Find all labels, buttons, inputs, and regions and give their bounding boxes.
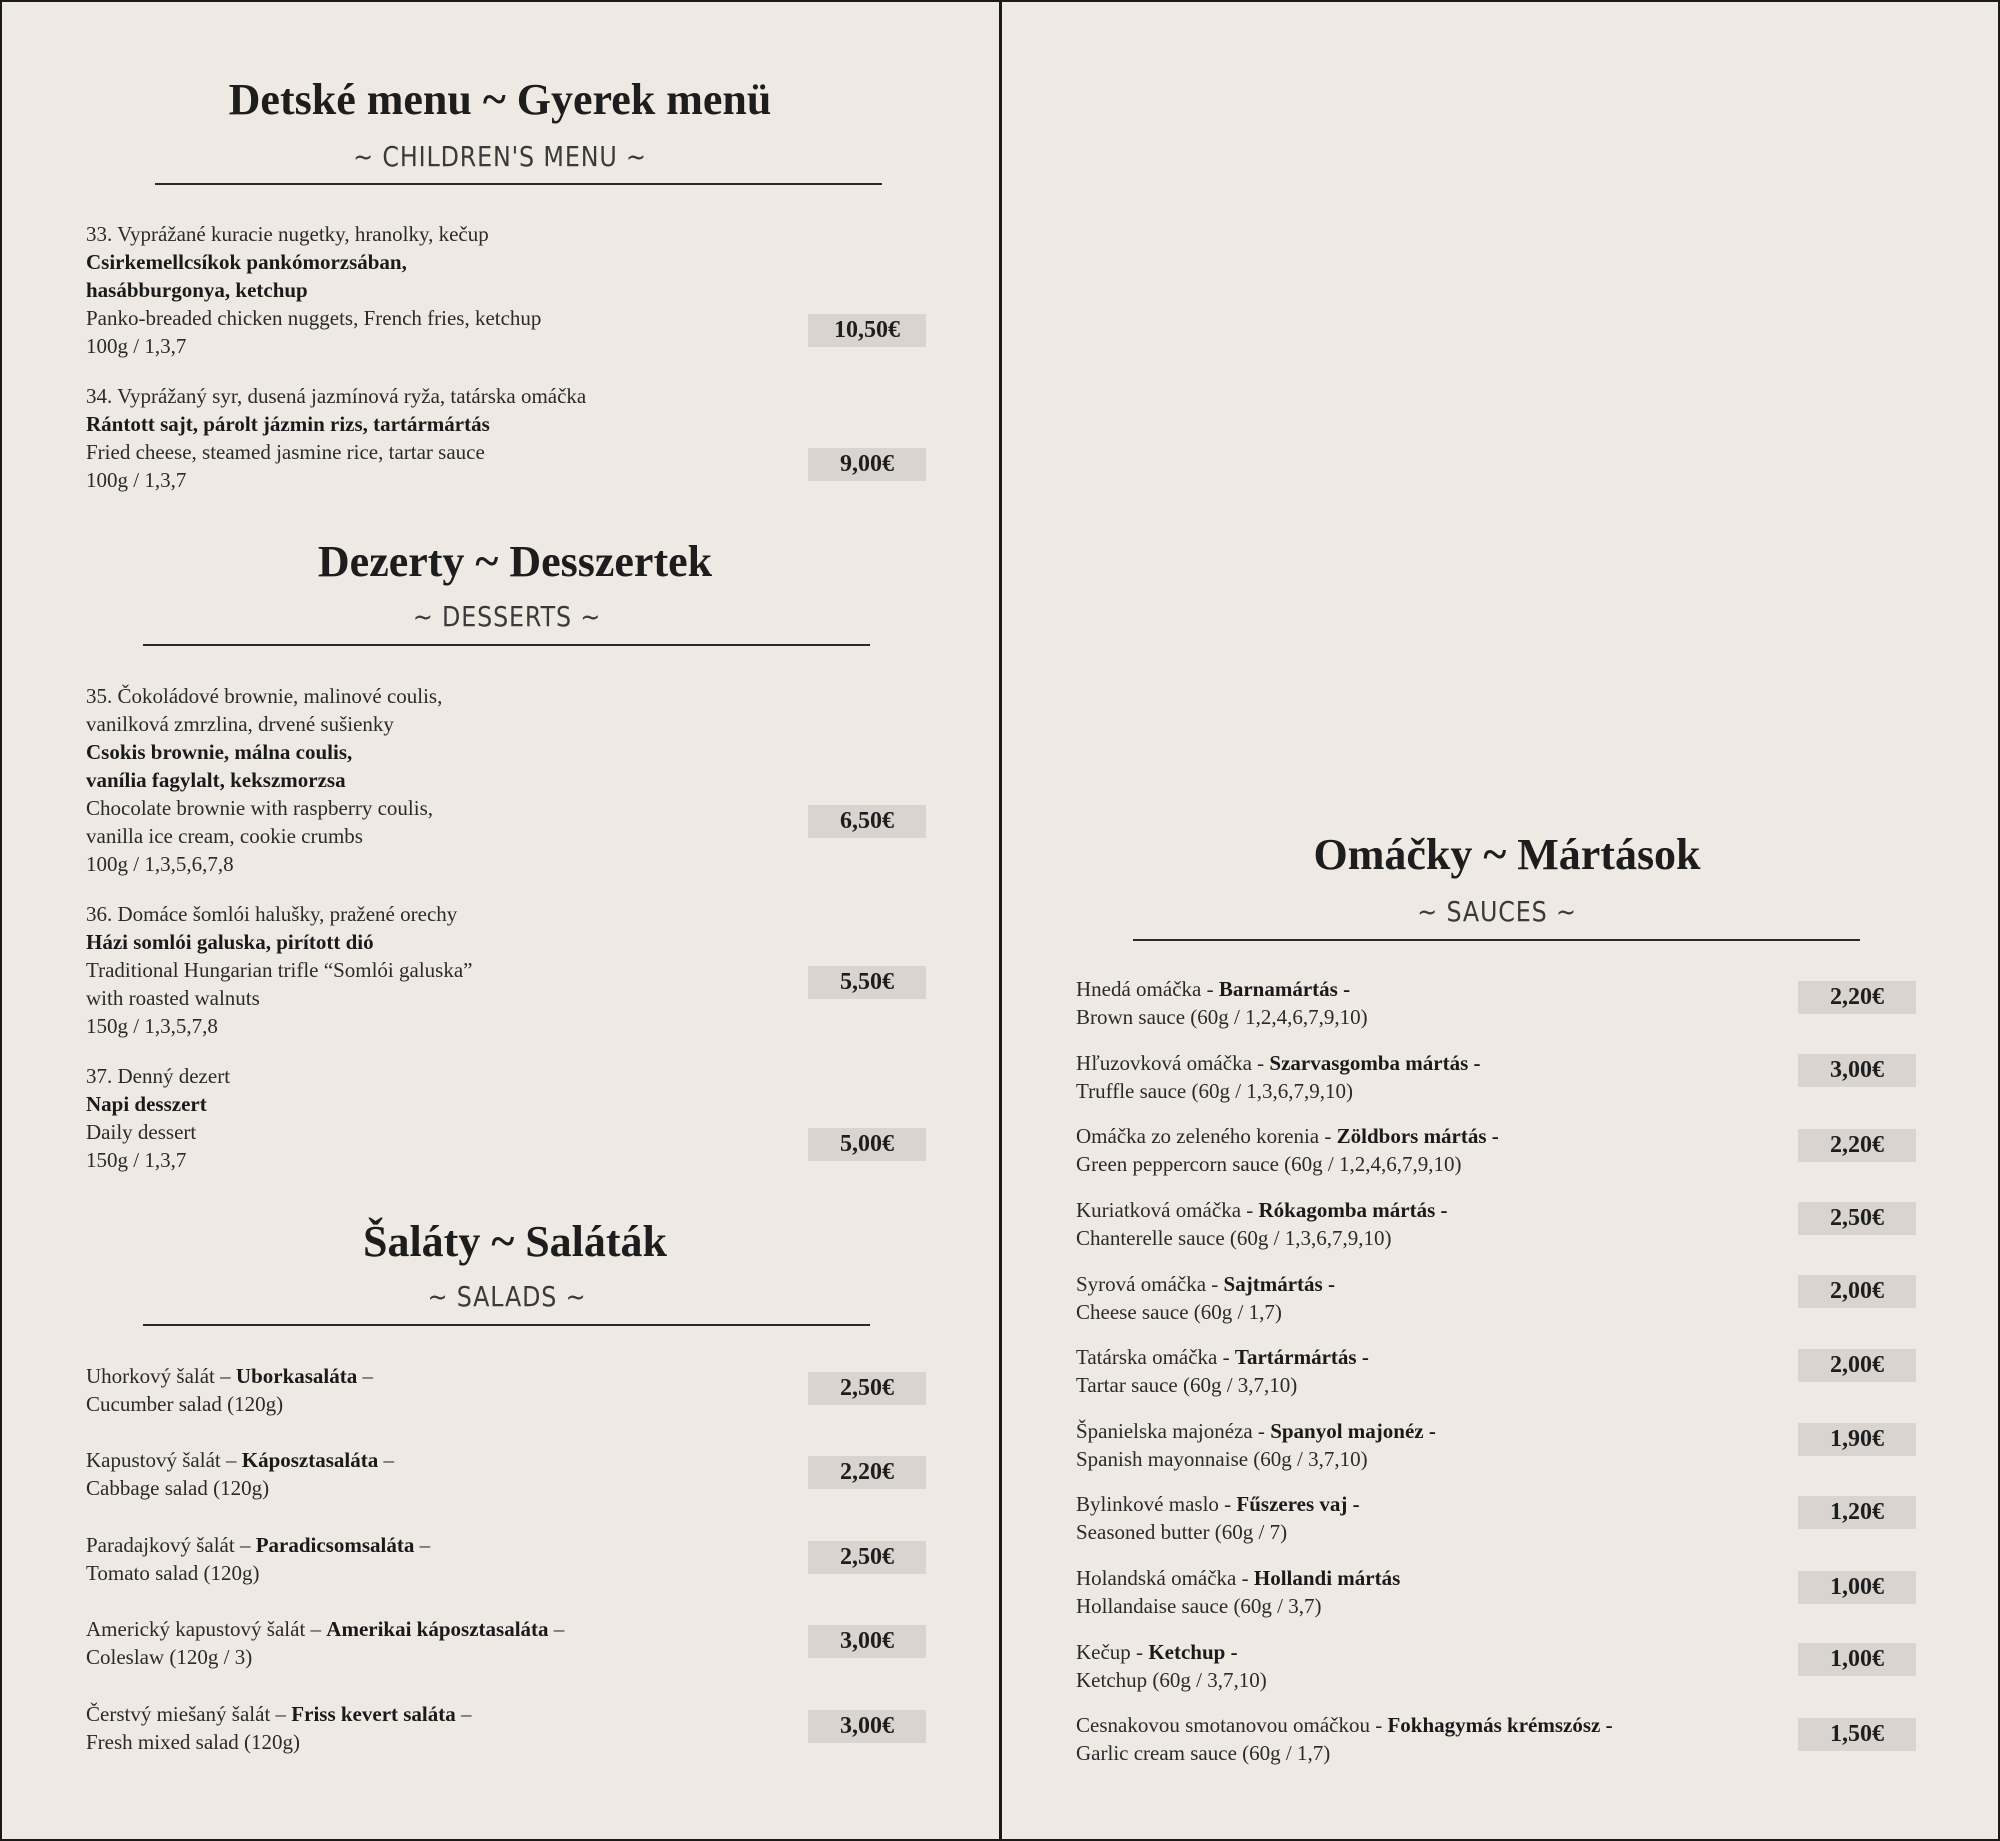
price-tag: 3,00€ (808, 1625, 926, 1658)
sauce-item: Kuriatková omáčka - Rókagomba mártás - Chanterelle sauce (60g / 1,3,6,7,9,10) (1076, 1198, 1448, 1250)
price-tag: 5,00€ (808, 1128, 926, 1161)
sauce-item: Hľuzovková omáčka - Szarvasgomba mártás - Truffle sauce (60g / 1,3,6,7,9,10) (1076, 1051, 1481, 1103)
menu-item-37: 37. Denný dezert Napi desszert Daily dessert 150g / 1,3,7 (86, 1064, 231, 1172)
sauce-item: Hnedá omáčka - Barnamártás - Brown sauce (60g / 1,2,4,6,7,9,10) (1076, 977, 1368, 1029)
price-tag: 5,50€ (808, 966, 926, 999)
price-tag: 1,50€ (1798, 1718, 1916, 1751)
section-rule (143, 644, 870, 646)
section-title-children: Detské menu ~ Gyerek menü (228, 75, 772, 124)
section-rule (143, 1324, 870, 1326)
price-tag: 6,50€ (808, 805, 926, 838)
sauce-item: Omáčka zo zeleného korenia - Zöldbors mártás - Green peppercorn sauce (60g / 1,2,4,6,7,9,10) (1076, 1124, 1499, 1176)
price-tag: 9,00€ (808, 448, 926, 481)
section-subtitle-children: ~ CHILDREN'S MENU ~ (353, 140, 647, 173)
price-tag: 2,50€ (1798, 1202, 1916, 1235)
section-subtitle-sauces: ~ SAUCES ~ (1417, 895, 1577, 928)
section-subtitle-desserts: ~ DESSERTS ~ (412, 600, 602, 633)
price-tag: 2,20€ (808, 1456, 926, 1489)
price-tag: 3,00€ (808, 1710, 926, 1743)
price-tag: 2,00€ (1798, 1349, 1916, 1382)
sauce-item: Španielska majonéza - Spanyol majonéz - Spanish mayonnaise (60g / 3,7,10) (1076, 1419, 1436, 1471)
price-tag: 2,50€ (808, 1541, 926, 1574)
salad-item: Americký kapustový šalát – Amerikai káposztasaláta – Coleslaw (120g / 3) (86, 1617, 565, 1669)
price-tag: 3,00€ (1798, 1054, 1916, 1087)
sauce-item: Tatárska omáčka - Tartármártás - Tartar sauce (60g / 3,7,10) (1076, 1345, 1369, 1397)
price-tag: 2,20€ (1798, 981, 1916, 1014)
menu-item-35: 35. Čokoládové brownie, malinové coulis, vanilková zmrzlina, drvené sušienky Csokis brownie, málna coulis, vanília fagylalt, kekszmorzsa Chocolate brownie with raspberry coulis, vanilla ice cream, cookie crumbs 100g / 1,3,5,6,7,8 (86, 684, 443, 876)
section-title-sauces: Omáčky ~ Mártások (1313, 830, 1701, 879)
price-tag: 2,50€ (808, 1372, 926, 1405)
section-rule (1133, 939, 1860, 941)
sauce-item: Holandská omáčka - Hollandi mártás Hollandaise sauce (60g / 3,7) (1076, 1566, 1401, 1618)
section-title-desserts: Dezerty ~ Desszertek (317, 537, 713, 586)
sauce-item: Kečup - Ketchup - Ketchup (60g / 3,7,10) (1076, 1640, 1267, 1692)
salad-item: Čerstvý miešaný šalát – Friss kevert saláta – Fresh mixed salad (120g) (86, 1702, 472, 1754)
price-tag: 1,00€ (1798, 1571, 1916, 1604)
salad-item: Paradajkový šalát – Paradicsomsaláta – Tomato salad (120g) (86, 1533, 431, 1585)
salad-item: Kapustový šalát – Káposztasaláta – Cabbage salad (120g) (86, 1448, 394, 1500)
left-column (2, 2, 998, 1839)
right-column (1002, 2, 1998, 1839)
sauce-item: Cesnakovou smotanovou omáčkou - Fokhagymás krémszósz - Garlic cream sauce (60g / 1,7) (1076, 1713, 1613, 1765)
price-tag: 1,00€ (1798, 1643, 1916, 1676)
price-tag: 2,00€ (1798, 1275, 1916, 1308)
price-tag: 1,20€ (1798, 1496, 1916, 1529)
section-title-salads: Šaláty ~ Saláták (362, 1217, 668, 1266)
menu-item-36: 36. Domáce šomlói halušky, pražené orechy Házi somlói galuska, pirított dió Traditional Hungarian trifle “Somlói galuska” with roasted walnuts 150g / 1,3,5,7,8 (86, 902, 473, 1038)
price-tag: 1,90€ (1798, 1423, 1916, 1456)
salad-item: Uhorkový šalát – Uborkasaláta – Cucumber salad (120g) (86, 1364, 374, 1416)
section-rule (155, 183, 882, 185)
section-subtitle-salads: ~ SALADS ~ (427, 1280, 587, 1313)
price-tag: 2,20€ (1798, 1129, 1916, 1162)
menu-item-34: 34. Vyprážaný syr, dusená jazmínová ryža, tatárska omáčka Rántott sajt, párolt jázmin rizs, tartármártás Fried cheese, steamed jasmine rice, tartar sauce 100g / 1,3,7 (86, 384, 587, 492)
sauce-item: Bylinkové maslo - Fűszeres vaj - Seasoned butter (60g / 7) (1076, 1492, 1360, 1544)
sauce-item: Syrová omáčka - Sajtmártás - Cheese sauce (60g / 1,7) (1076, 1272, 1335, 1324)
menu-item-33: 33. Vyprážané kuracie nugetky, hranolky, kečup Csirkemellcsíkok pankómorzsában, hasábburgonya, ketchup Panko-breaded chicken nuggets, French fries, ketchup 100g / 1,3,7 (86, 222, 542, 358)
price-tag: 10,50€ (808, 314, 926, 347)
